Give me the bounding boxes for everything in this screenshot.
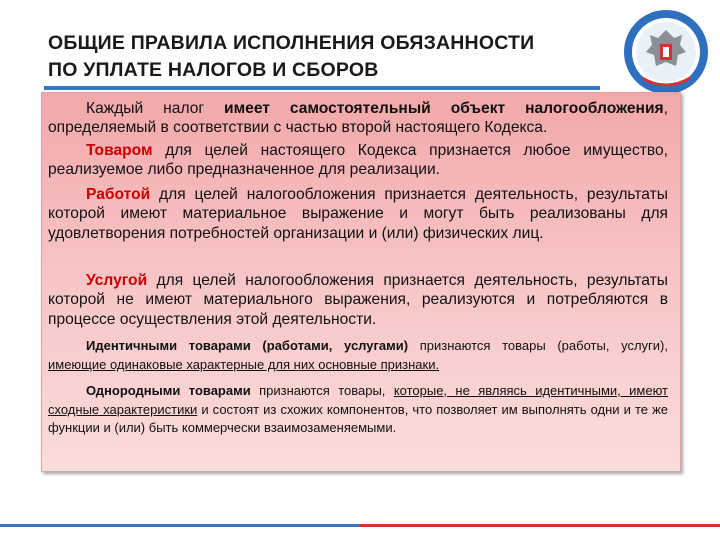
p1-rest: , определяемый в соответствии с частью второй настоящего Кодекса. — [48, 100, 668, 137]
tax-service-emblem-icon — [622, 8, 710, 96]
paragraph-work — [48, 185, 668, 243]
paragraph-identical-goods — [48, 337, 668, 374]
p1-bold: имеет самостоятельный объект налогообложения — [224, 100, 664, 117]
p5-mid: признаются товары (работы, услуги), — [408, 338, 668, 353]
p5-underlined: имеющие одинаковые характерные для них основные признаки. — [48, 356, 440, 372]
p3-rest: для целей налогообложения признается деятельность, результаты которой имеют материальное выражение и могут быть реализованы для удовлетворения потребностей организации и (или) физических лиц. — [48, 186, 668, 242]
page-title-line-1: ОБЩИЕ ПРАВИЛА ИСПОЛНЕНИЯ ОБЯЗАННОСТИ — [48, 32, 535, 54]
paragraph-tax-object — [48, 99, 668, 138]
title-underline — [44, 86, 600, 90]
page-title — [48, 30, 588, 84]
page-title-line-2: ПО УПЛАТЕ НАЛОГОВ И СБОРОВ — [48, 59, 379, 81]
paragraph-goods — [48, 141, 668, 180]
bottom-color-strip — [0, 524, 720, 540]
paragraph-service — [48, 271, 668, 329]
p6-rest: и состоят из схожих компонентов, что позволяет им выполнять одни и те же функции и (или) быть коммерчески взаимозаменяемыми. — [48, 401, 668, 436]
p6-underlined: которые, не являясь идентичными, имеют сходные характеристики — [48, 383, 669, 417]
p5-bold: Идентичными товарами (работами, услугами) — [86, 338, 409, 353]
term-goods: Товаром — [86, 142, 153, 159]
p6-mid: признаются товары, — [250, 383, 394, 398]
p2-rest: для целей настоящего Кодекса признается любое имущество, реализуемое либо предназначенное для реализации. — [48, 142, 668, 179]
term-service: Услугой — [86, 272, 148, 289]
p1-lead: Каждый налог — [86, 100, 225, 117]
p6-bold: Однородными товарами — [86, 383, 251, 398]
paragraph-homogeneous-goods — [48, 382, 668, 438]
p4-rest: для целей налогообложения признается деятельность, результаты которой не имеют материального выражения, реализуются и потребляются в процессе осуществления этой деятельности. — [48, 272, 668, 328]
bottom-strip-white — [0, 527, 720, 540]
term-work: Работой — [86, 186, 151, 203]
